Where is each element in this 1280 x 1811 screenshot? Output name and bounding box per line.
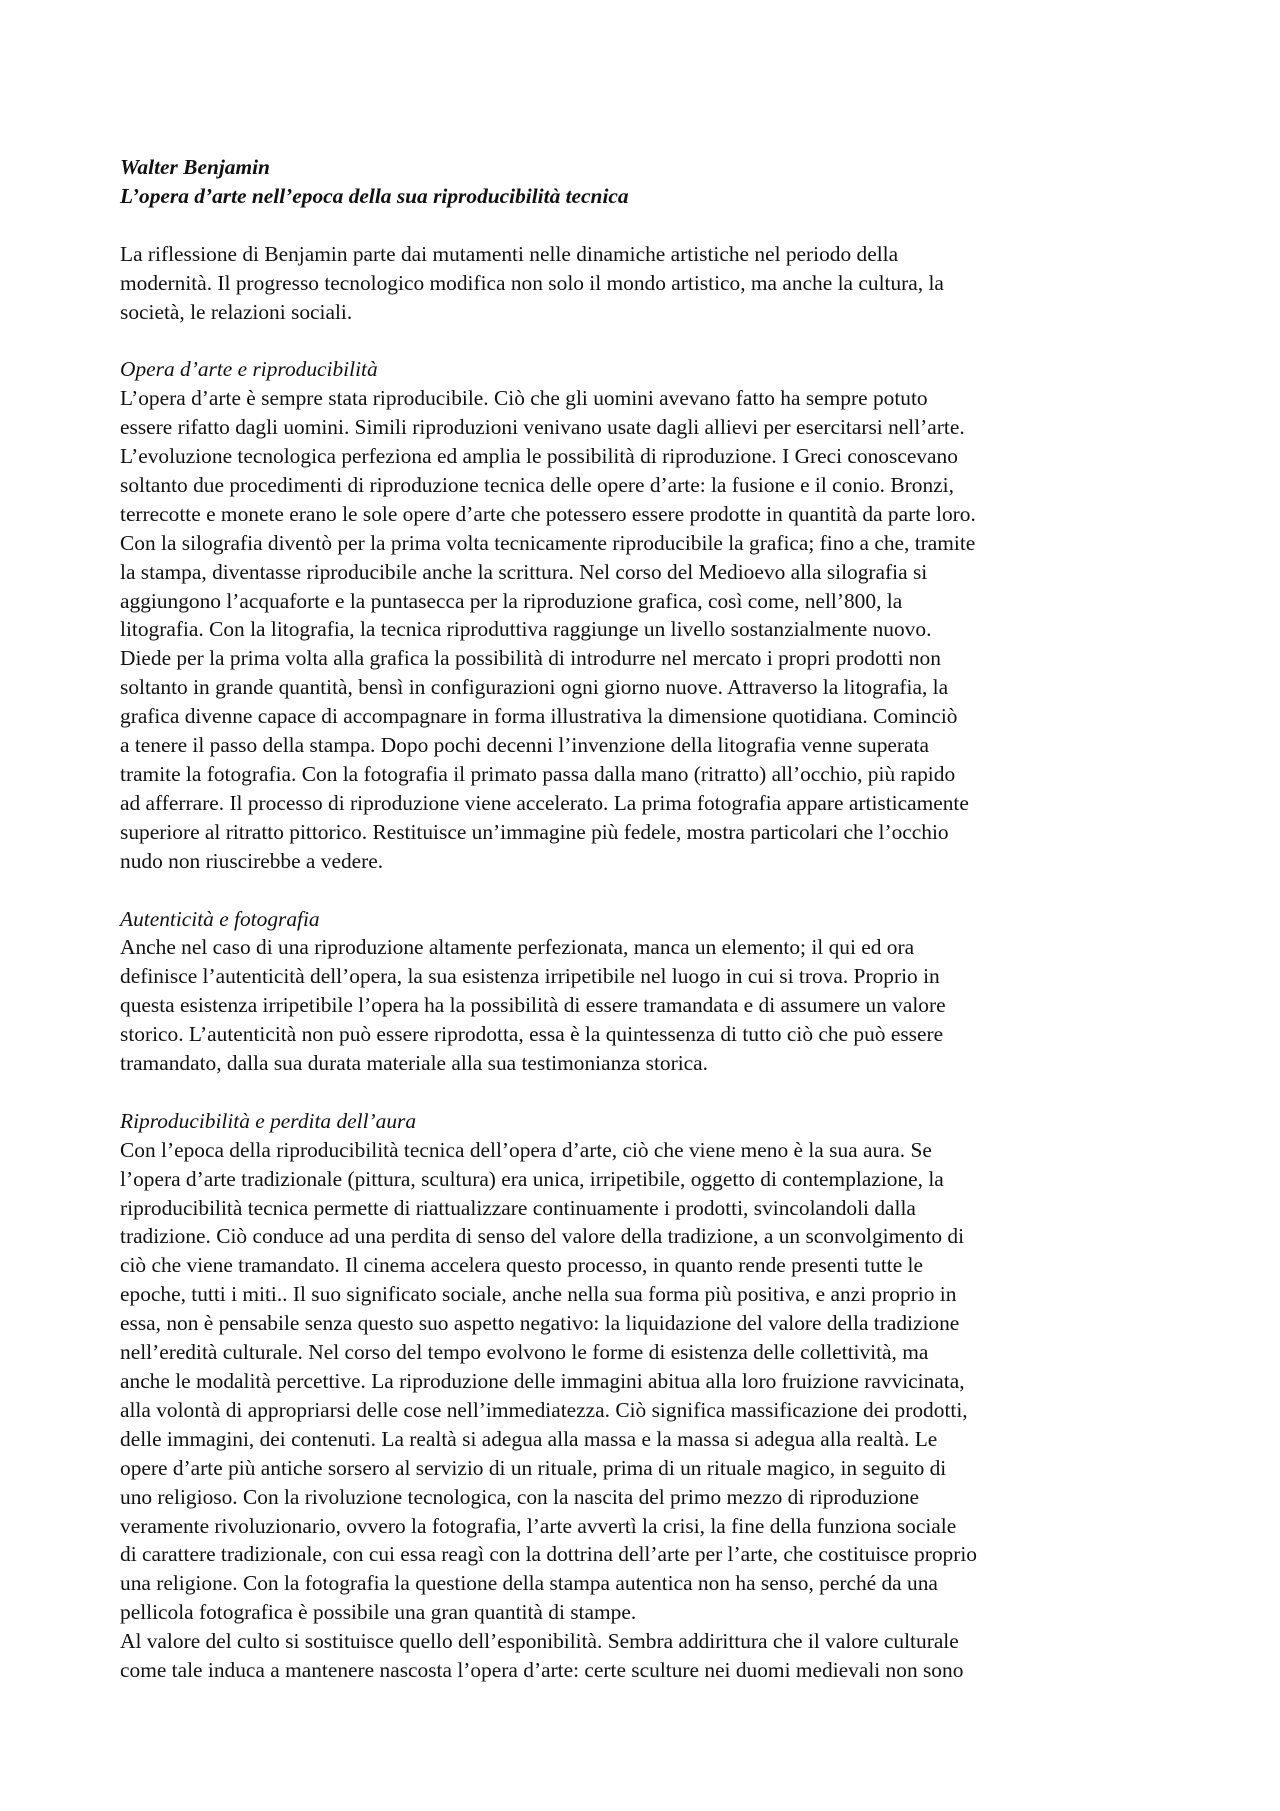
paragraph-line: come tale induca a mantenere nascosta l’opera d’arte: certe sculture nei duomi medievali non sono [120,1658,964,1683]
paragraph-line: grafica divenne capace di accompagnare in forma illustrativa la dimensione quotidiana. Cominciò [120,704,958,729]
paragraph-line: soltanto due procedimenti di riproduzione tecnica delle opere d’arte: la fusione e il conio. Bronzi, [120,472,954,497]
paragraph-line: Con l’epoca della riproducibilità tecnica dell’opera d’arte, ciò che viene meno è la sua aura. Se [120,1137,932,1162]
document-body [120,153,1170,1685]
paragraph-line: storico. L’autenticità non può essere riprodotta, essa è la quintessenza di tutto ciò che può essere [120,1022,944,1047]
paragraph-line: nudo non riuscirebbe a vedere. [120,848,384,873]
paragraph-line: pellicola fotografica è possibile una gran quantità di stampe. [120,1600,637,1625]
paragraph-line: opere d’arte più antiche sorsero al servizio di un rituale, prima di un rituale magico, in seguito di [120,1455,947,1480]
paragraph-line: soltanto in grande quantità, bensì in configurazioni ogni giorno nuove. Attraverso la litografia, la [120,675,949,700]
paragraph-line: questa esistenza irripetibile l’opera ha la possibilità di essere tramandata e di assumere un valore [120,993,946,1018]
paragraph-line: epoche, tutti i miti.. Il suo significato sociale, anche nella sua forma più positiva, e anzi proprio in [120,1282,957,1307]
section-heading: Opera d’arte e riproducibilità [120,357,378,382]
paragraph-line: tradizione. Ciò conduce ad una perdita di senso del valore della tradizione, a un sconvolgimento di [120,1224,965,1249]
intro-line: La riflessione di Benjamin parte dai mutamenti nelle dinamiche artistiche nel periodo della [120,241,899,266]
paragraph-line: veramente rivoluzionario, ovvero la fotografia, l’arte avvertì la crisi, la fine della funziona sociale [120,1513,957,1538]
paragraph-line: essere rifatto dagli uomini. Simili riproduzioni venivano usate dagli allievi per esercitarsi nell’arte. [120,415,965,440]
intro-paragraph [120,240,1170,327]
paragraph-line: delle immagini, dei contenuti. La realtà si adegua alla massa e la massa si adegua alla realtà. Le [120,1426,938,1451]
paragraph-line: essa, non è pensabile senza questo suo aspetto negativo: la liquidazione del valore della tradizione [120,1311,960,1336]
sections-container [120,326,1170,1685]
section-paragraph [120,384,1170,875]
paragraph-line: terrecotte e monete erano le sole opere d’arte che potessero essere prodotte in quantità da parte loro. [120,501,976,526]
paragraph-line: ad afferrare. Il processo di riproduzione viene accelerato. La prima fotografia appare artisticamente [120,790,969,815]
spacer [120,876,1170,905]
paragraph-line: L’opera d’arte è sempre stata riproducibile. Ciò che gli uomini avevano fatto ha sempre potuto [120,386,928,411]
paragraph-line: aggiungono l’acquaforte e la puntasecca per la riproduzione grafica, così come, nell’800, la [120,588,903,613]
intro-line: società, le relazioni sociali. [120,299,353,324]
section-heading: Riproducibilità e perdita dell’aura [120,1108,417,1133]
paragraph-line: nell’eredità culturale. Nel corso del tempo evolvono le forme di esistenza delle collettività, ma [120,1340,929,1365]
paragraph-line: Al valore del culto si sostituisce quello dell’esponibilità. Sembra addirittura che il valore culturale [120,1629,959,1654]
paragraph-line: alla volontà di appropriarsi delle cose nell’immediatezza. Ciò significa massificazione dei prodotti, [120,1397,968,1422]
paragraph-line: di carattere tradizionale, con cui essa reagì con la dottrina dell’arte per l’arte, che costituisce proprio [120,1542,978,1567]
paragraph-line: Con la silografia diventò per la prima volta tecnicamente riproducibile la grafica; fino a che, tramite [120,530,976,555]
section-paragraph [120,1136,1170,1685]
paragraph-line: riproducibilità tecnica permette di riattualizzare continuamente i prodotti, svincolandoli dalla [120,1195,916,1220]
paragraph-line: litografia. Con la litografia, la tecnica riproduttiva raggiunge un livello sostanzialmente nuovo. [120,617,932,642]
paragraph-line: tramandato, dalla sua durata materiale alla sua testimonianza storica. [120,1051,708,1076]
paragraph-line: Anche nel caso di una riproduzione altamente perfezionata, manca un elemento; il qui ed ora [120,935,915,960]
paragraph-line: l’opera d’arte tradizionale (pittura, scultura) era unica, irripetibile, oggetto di contemplazione, la [120,1166,944,1191]
spacer [120,211,1170,240]
title-block [120,153,1170,211]
paragraph-line: a tenere il passo della stampa. Dopo pochi decenni l’invenzione della litografia venne superata [120,733,929,758]
paragraph-line: definisce l’autenticità dell’opera, la sua esistenza irripetibile nel luogo in cui si trova. Proprio in [120,964,940,989]
paragraph-line: Diede per la prima volta alla grafica la possibilità di introdurre nel mercato i propri prodotti non [120,646,941,671]
paragraph-line: una religione. Con la fotografia la questione della stampa autentica non ha senso, perché da una [120,1571,938,1596]
paragraph-line: tramite la fotografia. Con la fotografia il primato passa dalla mano (ritratto) all’occhio, più rapido [120,762,956,786]
document-author: Walter Benjamin [120,155,270,179]
paragraph-line: L’evoluzione tecnologica perfeziona ed amplia le possibilità di riproduzione. I Greci conoscevano [120,444,958,469]
spacer [120,326,1170,355]
paragraph-line: anche le modalità percettive. La riproduzione delle immagini abitua alla loro fruizione ravvicinata, [120,1369,965,1393]
section-paragraph [120,933,1170,1078]
section-heading: Autenticità e fotografia [120,906,320,931]
paragraph-line: superiore al ritratto pittorico. Restituisce un’immagine più fedele, mostra particolari che l’occhio [120,819,949,844]
intro-line: modernità. Il progresso tecnologico modifica non solo il mondo artistico, ma anche la cultura, la [120,270,944,295]
document-title: L’opera d’arte nell’epoca della sua riproducibilità tecnica [120,183,629,208]
spacer [120,1078,1170,1107]
paragraph-line: uno religioso. Con la rivoluzione tecnologica, con la nascita del primo mezzo di riproduzione [120,1484,919,1509]
paragraph-line: ciò che viene tramandato. Il cinema accelera questo processo, in quanto rende presenti tutte le [120,1253,923,1278]
paragraph-line: la stampa, diventasse riproducibile anche la scrittura. Nel corso del Medioevo alla silografia si [120,559,928,584]
